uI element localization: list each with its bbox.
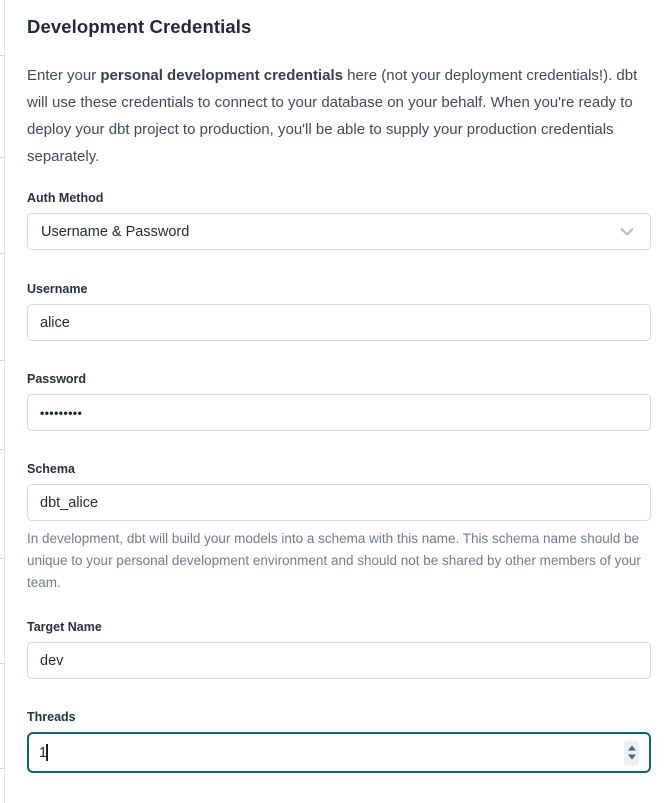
stepper-up-icon[interactable] [628, 746, 636, 751]
username-label: Username [27, 282, 88, 296]
intro-text-post: here (not your deployment credentials!). dbt will use these credentials to connect to your database on your behalf. When you're ready to deploy your dbt project to production, you'll be able to supply your production credentials separately. [27, 67, 638, 165]
field-username [27, 281, 651, 341]
chevron-down-icon [620, 227, 634, 236]
threads-label: Threads [27, 710, 76, 724]
development-credentials-panel [5, 0, 671, 773]
intro-text-pre: Enter your [27, 67, 101, 84]
auth-method-label: Auth Method [27, 191, 104, 205]
intro-text [27, 62, 651, 170]
password-input[interactable] [28, 395, 650, 430]
page-title: Development Credentials [27, 16, 252, 37]
target-name-input[interactable] [28, 643, 650, 678]
password-label: Password [27, 372, 87, 386]
threads-field-box-focused [27, 732, 651, 773]
threads-input[interactable] [29, 734, 649, 771]
auth-method-selected-value: Username & Password [41, 223, 190, 240]
auth-method-select[interactable] [27, 213, 651, 250]
field-threads [27, 709, 651, 773]
field-target-name [27, 619, 651, 679]
threads-number-stepper[interactable] [624, 740, 639, 765]
schema-input[interactable] [28, 485, 650, 520]
password-field-box [27, 394, 651, 431]
stepper-down-icon[interactable] [628, 755, 636, 760]
field-password [27, 371, 651, 431]
text-cursor [46, 744, 48, 761]
field-schema [27, 461, 651, 594]
schema-label: Schema [27, 462, 75, 476]
target-name-label: Target Name [27, 620, 102, 634]
username-field-box [27, 304, 651, 341]
username-input[interactable] [28, 305, 650, 340]
schema-field-box [27, 484, 651, 521]
schema-help-text: In development, dbt will build your models into a schema with this name. This schema name should be unique to your personal development environment and should not be shared by other members of your team. [27, 531, 641, 590]
intro-text-bold: personal development credentials [100, 67, 343, 84]
target-name-field-box [27, 642, 651, 679]
field-auth-method [27, 190, 651, 250]
